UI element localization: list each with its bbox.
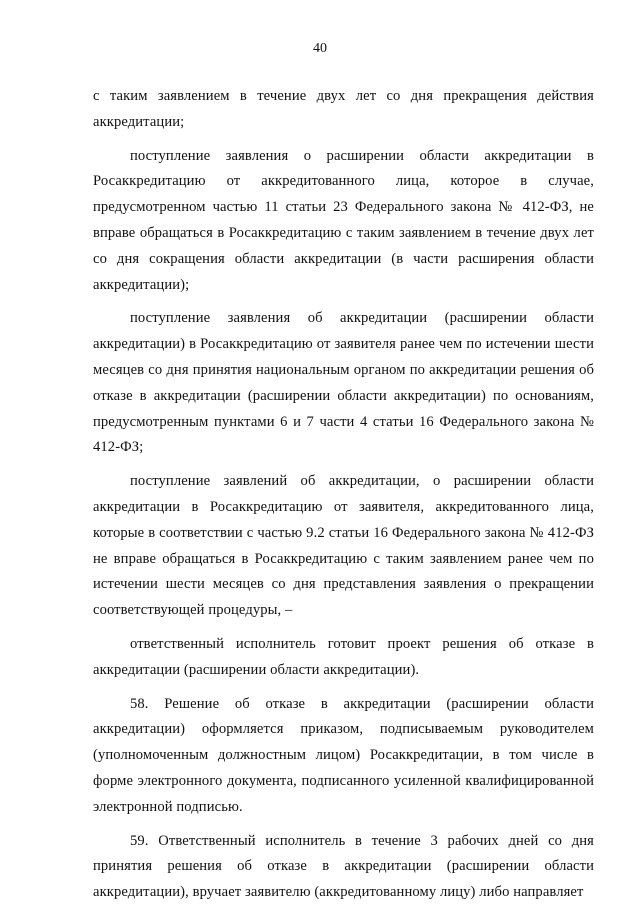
document-body xyxy=(93,84,594,914)
paragraph-item-59: 59. Ответственный исполнитель в течение 3 рабочих дней со дня принятия решения об отказе в аккредитации (расширении области аккредитации), вручает заявителю (аккредитованному лицу) либо направляет xyxy=(93,832,594,901)
paragraph-continuation: с таким заявлением в течение двух лет со дня прекращения действия аккредитации; xyxy=(93,88,594,130)
paragraph-applications-restriction: поступление заявлений об аккредитации, о расширении области аккредитации в Росаккредитацию от заявителя, аккредитованного лица, которые в соответствии с частью 9.2 статьи 16 Федерального закона № 412-ФЗ не вправе обращаться в Росаккредитацию с таким заявлением ранее чем по истечении шести месяцев со дня представления заявления о прекращении соответствующей процедуры, – xyxy=(93,473,594,619)
paragraph-early-application: поступление заявления об аккредитации (расширении области аккредитации) в Росаккредитацию от заявителя ранее чем по истечении шести месяцев со дня принятия национальным органом по аккредитации решения об отказе в аккредитации (расширении области аккредитации) по основаниям, предусмотренным пунктами 6 и 7 части 4 статьи 16 Федерального закона № 412-ФЗ; xyxy=(93,310,594,456)
paragraph-item-58: 58. Решение об отказе в аккредитации (расширении области аккредитации) оформляется приказом, подписываемым руководителем (уполномоченным должностным лицом) Росаккредитации, в том числе в форме электронного документа, подписанного усиленной квалифицированной электронной подписью. xyxy=(93,695,594,815)
paragraph-extension-refusal: поступление заявления о расширении области аккредитации в Росаккредитацию от аккредитованного лица, которое в случае, предусмотренном частью 11 статьи 23 Федерального закона № 412-ФЗ, не вправе обращаться в Росаккредитацию с таким заявлением в течение двух лет со дня сокращения области аккредитации (в части расширения области аккредитации); xyxy=(93,147,594,293)
page-number: 40 xyxy=(313,41,327,56)
paragraph-executor-prepares: ответственный исполнитель готовит проект решения об отказе в аккредитации (расширении области аккредитации). xyxy=(93,635,594,678)
